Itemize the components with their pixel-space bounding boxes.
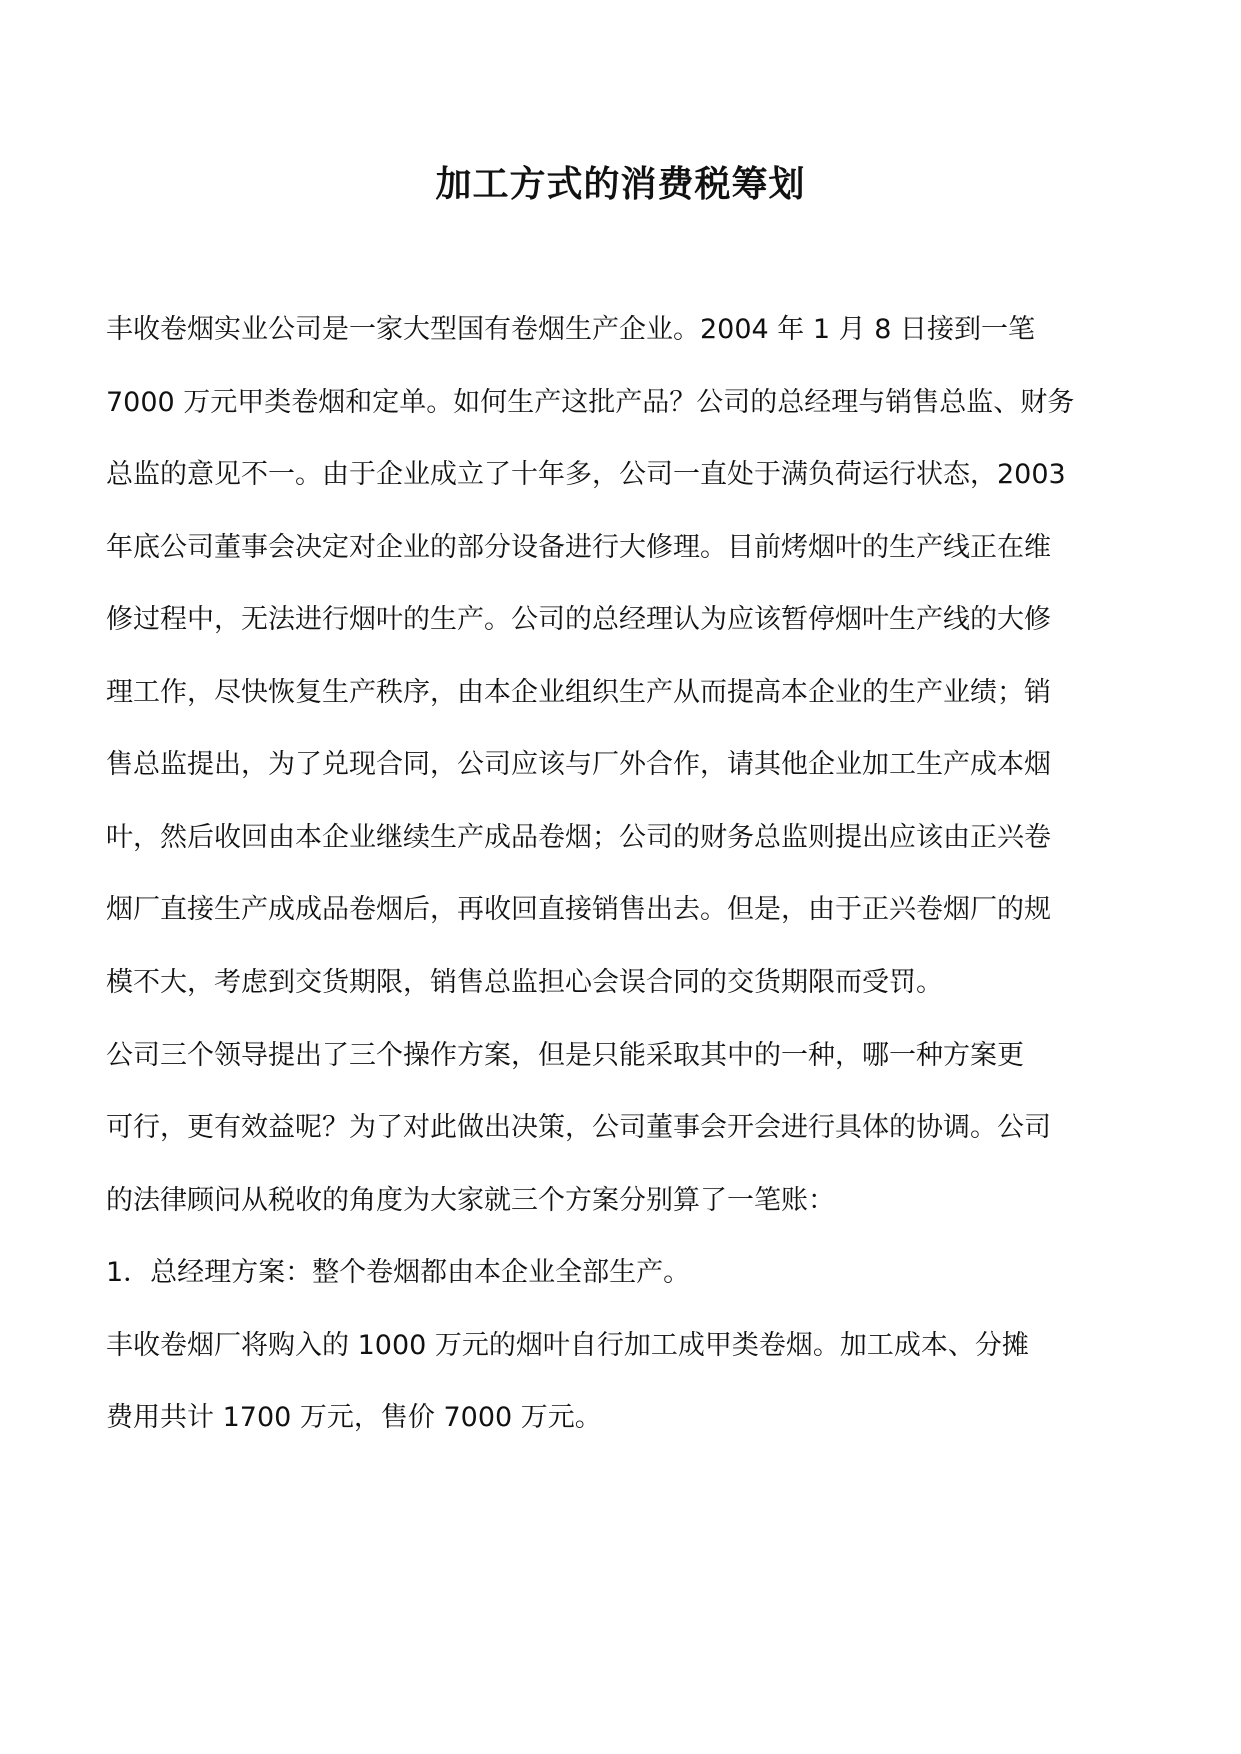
paragraph-line: 7000 万元甲类卷烟和定单。如何生产这批产品？公司的总经理与销售总监、财务 (106, 387, 1075, 418)
paragraph-line: 丰收卷烟厂将购入的 1000 万元的烟叶自行加工成甲类卷烟。加工成本、分摊 (106, 1330, 1029, 1361)
paragraph-line: 年底公司董事会决定对企业的部分设备进行大修理。目前烤烟叶的生产线正在维 (106, 532, 1051, 563)
paragraph-line: 修过程中，无法进行烟叶的生产。公司的总经理认为应该暂停烟叶生产线的大修 (106, 604, 1051, 635)
paragraph-line: 模不大，考虑到交货期限，销售总监担心会误合同的交货期限而受罚。 (106, 967, 943, 998)
paragraph-line: 可行，更有效益呢？为了对此做出决策，公司董事会开会进行具体的协调。公司 (106, 1112, 1051, 1143)
paragraph-line: 丰收卷烟实业公司是一家大型国有卷烟生产企业。2004 年 1 月 8 日接到一笔 (106, 314, 1035, 345)
paragraph-line: 的法律顾问从税收的角度为大家就三个方案分别算了一笔账： (106, 1185, 835, 1216)
paragraph-line: 售总监提出，为了兑现合同，公司应该与厂外合作，请其他企业加工生产成本烟 (106, 749, 1051, 780)
document-title: 加工方式的消费税筹划 (435, 163, 806, 205)
paragraph-line: 烟厂直接生产成成品卷烟后，再收回直接销售出去。但是，由于正兴卷烟厂的规 (106, 894, 1051, 925)
paragraph-line: 公司三个领导提出了三个操作方案，但是只能采取其中的一种，哪一种方案更 (106, 1040, 1024, 1071)
paragraph-line: 费用共计 1700 万元，售价 7000 万元。 (106, 1402, 602, 1433)
list-item-line: 1．总经理方案：整个卷烟都由本企业全部生产。 (106, 1257, 691, 1288)
paragraph-line: 总监的意见不一。由于企业成立了十年多，公司一直处于满负荷运行状态，2003 (106, 459, 1066, 490)
paragraph-line: 理工作，尽快恢复生产秩序，由本企业组织生产从而提高本企业的生产业绩；销 (106, 677, 1051, 708)
paragraph-line: 叶，然后收回由本企业继续生产成品卷烟；公司的财务总监则提出应该由正兴卷 (106, 822, 1051, 853)
